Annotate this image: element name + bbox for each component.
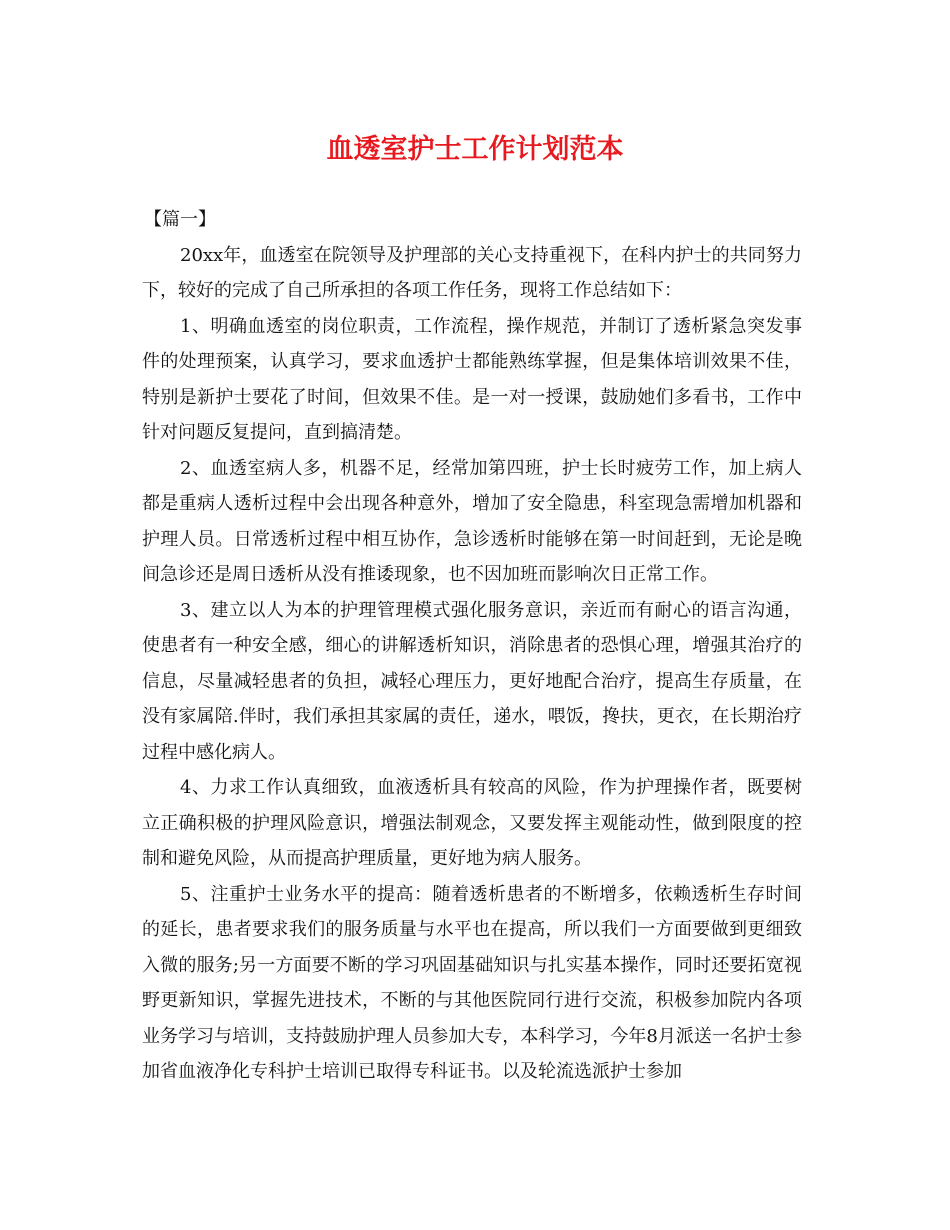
paragraph-item-4: 4、力求工作认真细致，血液透析具有较高的风险，作为护理操作者，既要树立正确积极的护理风险意识，增强法制观念，又要发挥主观能动性，做到限度的控制和避免风险，从而提高护理质量，更好地为病人服务。 <box>142 777 802 869</box>
paragraph-item-3: 3、建立以人为本的护理管理模式强化服务意识，亲近而有耐心的语言沟通，使患者有一种安全感，细心的讲解透析知识，消除患者的恐惧心理，增强其治疗的信息，尽量减轻患者的负担，减轻心理压力，更好地配合治疗，提高生存质量，在没有家属陪.伴时，我们承担其家属的责任，递水，喂饭，搀扶，更衣，在长期治疗过程中感化病人。 <box>142 599 802 763</box>
paragraph-intro: 20xx年，血透室在院领导及护理部的关心支持重视下，在科内护士的共同努力下，较好的完成了自己所承担的各项工作任务，现将工作总结如下： <box>142 244 802 301</box>
document-title: 血透室护士工作计划范本 <box>326 134 624 165</box>
paragraph-item-2: 2、血透室病人多，机器不足，经常加第四班，护士长时疲劳工作，加上病人都是重病人透析过程中会出现各种意外，增加了安全隐患，科室现急需增加机器和护理人员。日常透析过程中相互协作，急诊透析时能够在第一时间赶到，无论是晚间急诊还是周日透析从没有推诿现象，也不因加班而影响次日正常工作。 <box>142 457 802 585</box>
section-label: 【篇一】 <box>144 209 216 230</box>
paragraph-item-5: 5、注重护士业务水平的提高：随着透析患者的不断增多，依赖透析生存时间的延长，患者要求我们的服务质量与水平也在提高，所以我们一方面要做到更细致入微的服务;另一方面要不断的学习巩固基础知识与扎实基本操作，同时还要拓宽视野更新知识，掌握先进技术，不断的与其他医院同行进行交流，积极参加院内各项业务学习与培训，支持鼓励护理人员参加大专，本科学习，今年8月派送一名护士参加省血液净化专科护士培训已取得专科证书。以及轮流选派护士参加 <box>142 883 802 1082</box>
document-body <box>142 202 802 1090</box>
paragraph-item-1: 1、明确血透室的岗位职责，工作流程，操作规范，并制订了透析紧急突发事件的处理预案，认真学习，要求血透护士都能熟练掌握，但是集体培训效果不佳，特别是新护士要花了时间，但效果不佳。是一对一授课，鼓励她们多看书，工作中针对问题反复提问，直到搞清楚。 <box>142 315 802 443</box>
